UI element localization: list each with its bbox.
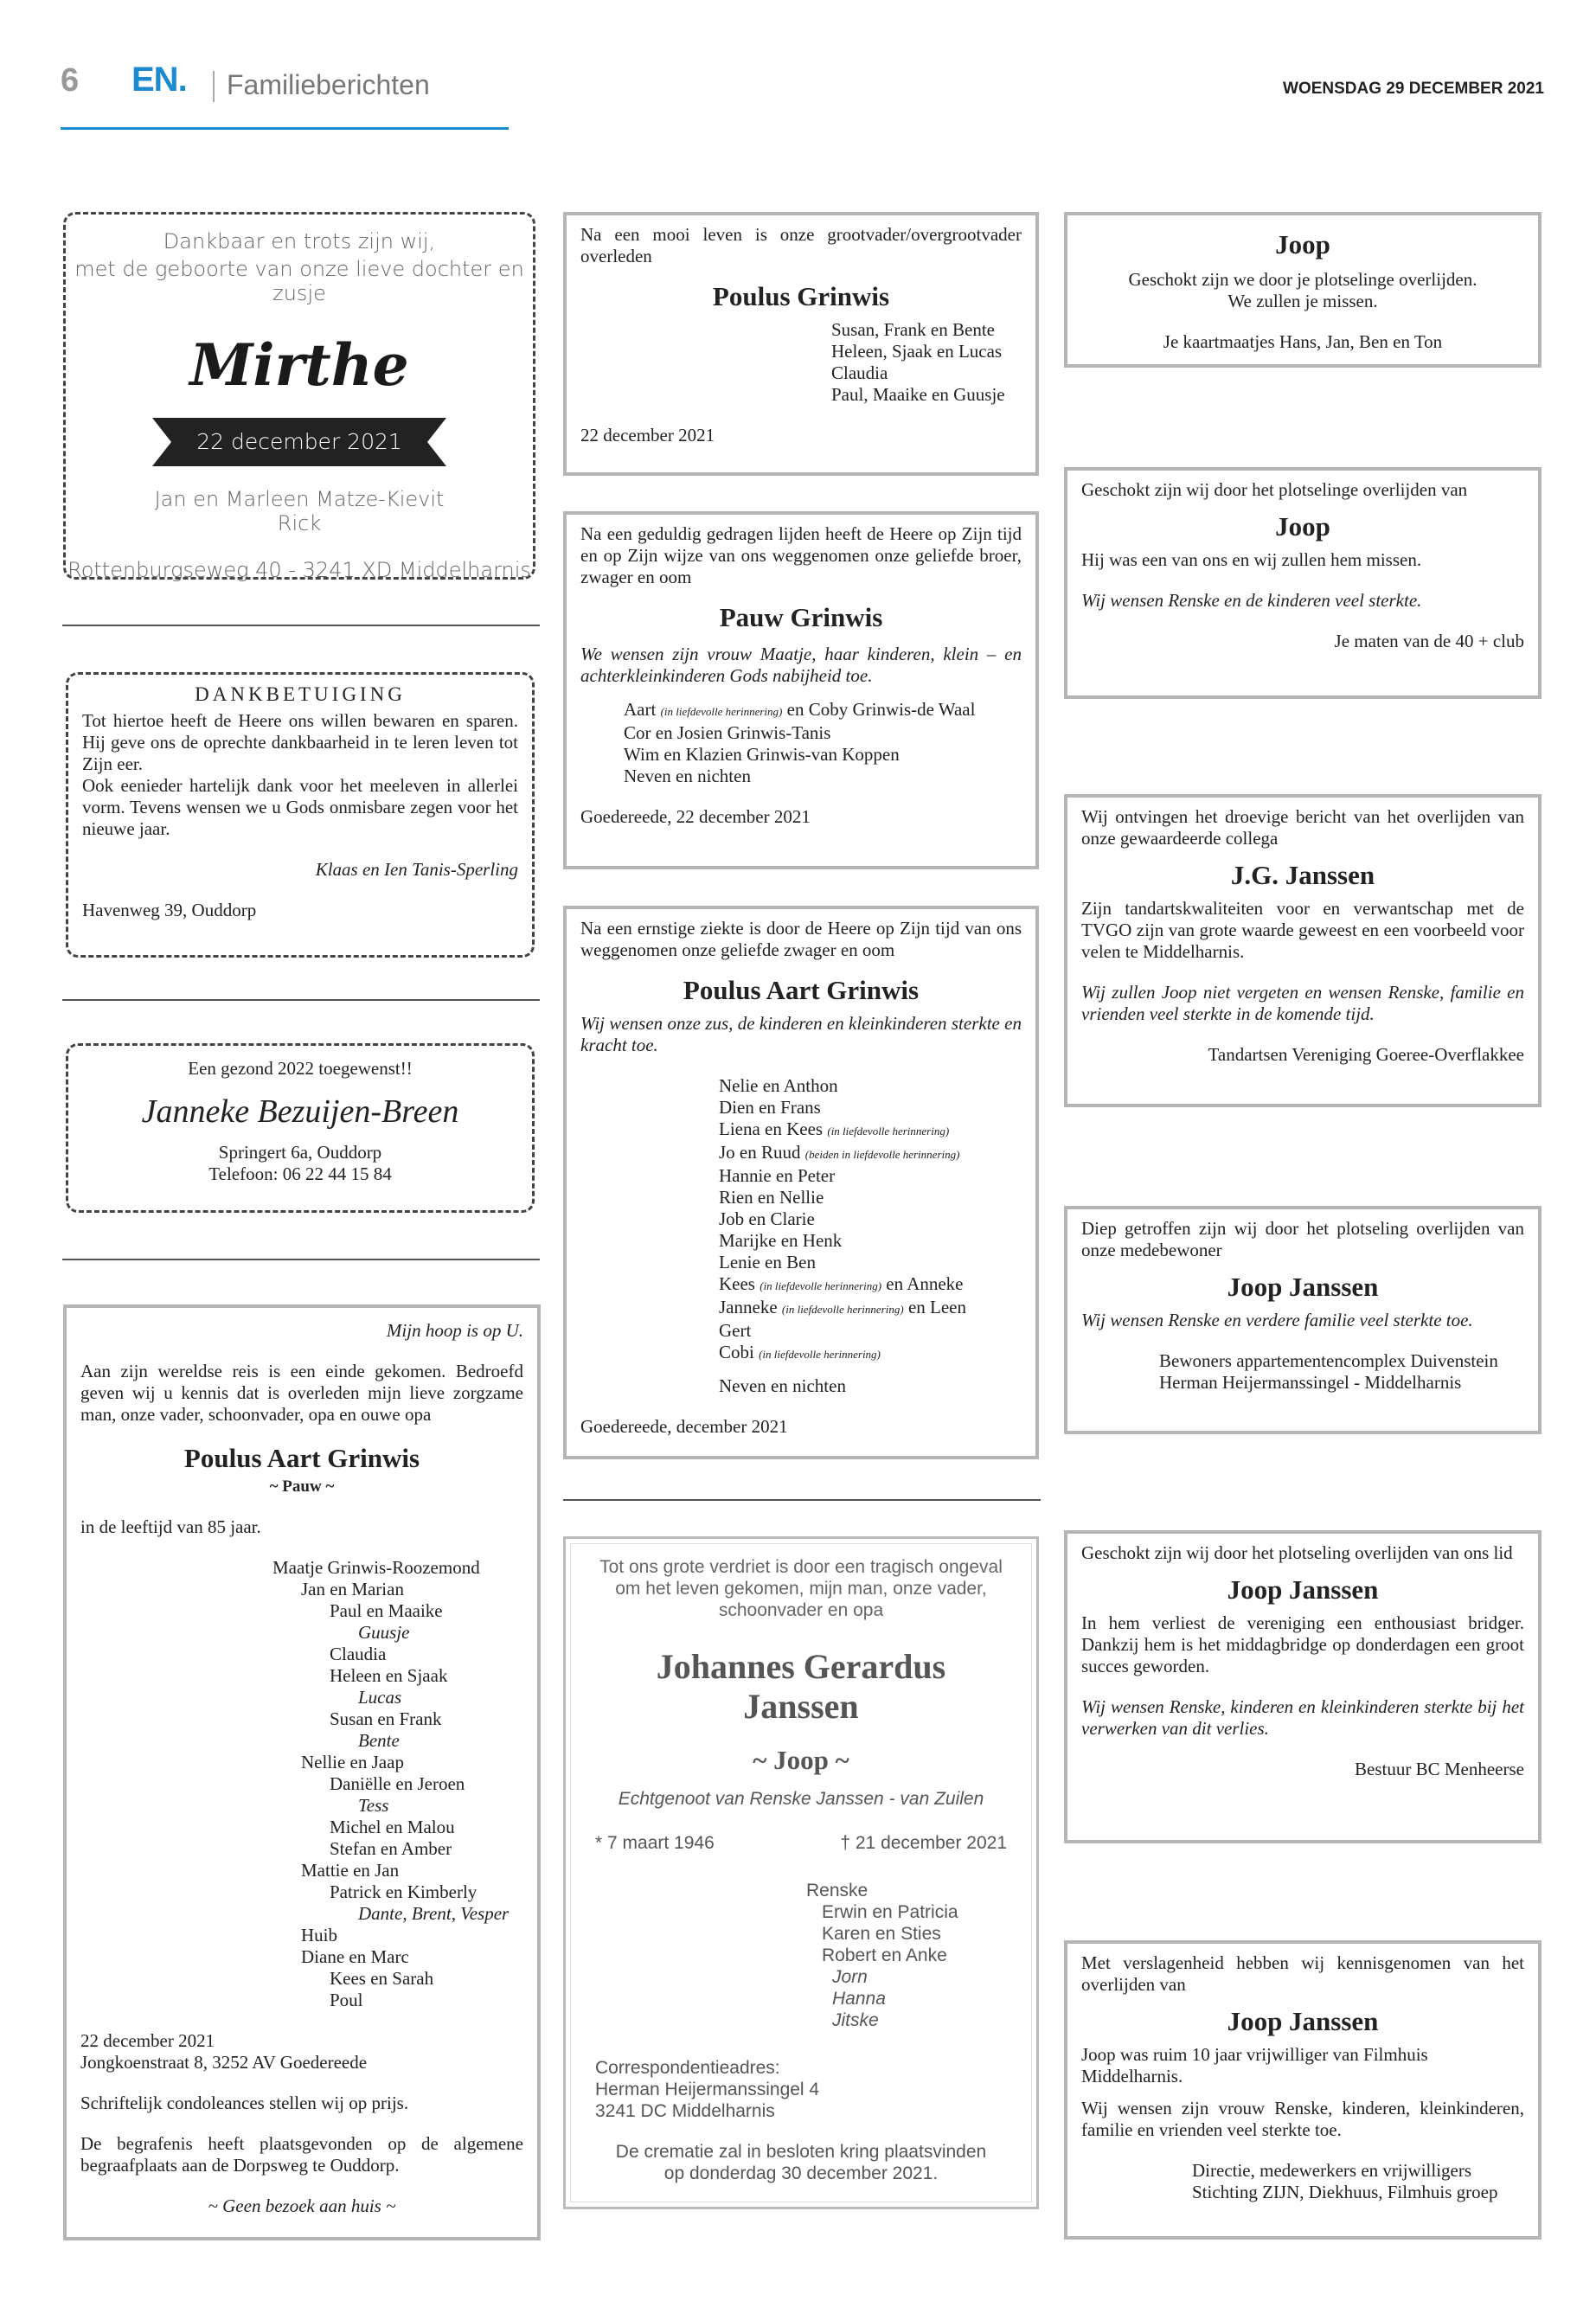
greeting-phone: Telefoon: 06 22 44 15 84: [208, 1163, 392, 1184]
obituary-date: 22 december 2021: [580, 425, 715, 445]
family-member: Renske: [806, 1881, 869, 1900]
column-divider: [62, 999, 540, 1001]
banner-notch-left: [152, 418, 171, 466]
family-name: Cobi: [719, 1342, 754, 1362]
condolence-intro: Wij ontvingen het droevige bericht van het overlijden van onze gewaardeerde collega: [1081, 806, 1524, 849]
obituary-death-date: † 21 december 2021: [840, 1833, 1007, 1853]
family-member: Kees en Sarah: [330, 1968, 434, 1989]
condolence-wish: Wij wensen Renske en verdere familie veel sterkte toe.: [1081, 1310, 1473, 1330]
condolence-signature: Stichting ZIJN, Diekhuus, Filmhuis groep: [1192, 2182, 1498, 2202]
obituary-family-list: [580, 1880, 1022, 2031]
birth-sibling: Rick: [277, 511, 322, 535]
family-name: Janneke: [719, 1297, 778, 1317]
family-member: Heleen, Sjaak en Lucas: [831, 341, 1003, 362]
obituary-place-date: Goedereede, 22 december 2021: [580, 806, 811, 827]
birth-intro-line2: met de geboorte van onze lieve dochter en zusje: [74, 257, 524, 305]
family-member: Dante, Brent, Vesper: [358, 1903, 510, 1924]
family-member: Heleen en Sjaak: [330, 1665, 448, 1686]
condolence-deceased-name: Joop: [1275, 511, 1330, 542]
family-member: Hanna: [832, 1989, 886, 2009]
family-member: Nelie en Anthon: [719, 1075, 838, 1096]
condolence-signature: Herman Heijermanssingel - Middelharnis: [1159, 1372, 1462, 1393]
condolence-joop-janssen-bridge: [1064, 1530, 1542, 1843]
condolence-text: Geschokt zijn we door je plotselinge overlijden.: [1128, 269, 1477, 290]
condolence-intro: Diep getroffen zijn wij door het plotseling overlijden van onze medebewoner: [1081, 1218, 1524, 1260]
dankbetuiging-signature: Klaas en Ien Tanis-Sperling: [315, 859, 518, 880]
family-name: Aart: [624, 699, 657, 720]
dankbetuiging-title: DANKBETUIGING: [195, 683, 406, 705]
condolence-signature: Je kaartmaatjes Hans, Jan, Ben en Ton: [1163, 331, 1443, 352]
family-name: Liena en Kees: [719, 1118, 824, 1139]
condolence-deceased-name: J.G. Janssen: [1230, 860, 1375, 890]
obituary-funeral: De begrafenis heeft plaatsgevonden op de algemene begraafplaats aan de Dorpsweg te Ouddorp.: [80, 2133, 523, 2176]
family-member: Karen en Sties: [822, 1924, 941, 1944]
obituary-closing: ~ Geen bezoek aan huis ~: [208, 2195, 396, 2216]
family-member: Gert: [719, 1320, 752, 1341]
family-member: Susan en Frank: [330, 1708, 442, 1729]
family-member: Erwin en Patricia: [822, 1902, 958, 1922]
dankbetuiging-text1: Tot hiertoe heeft de Heere ons willen bewaren en sparen. Hij geve ons de oprechte dankbaarheid in te leren leven tot Zijn eer.: [82, 710, 518, 774]
family-member: Lenie en Ben: [719, 1252, 816, 1272]
family-name: en Anneke: [886, 1273, 964, 1294]
family-member: Dien en Frans: [719, 1097, 821, 1118]
family-member: Rien en Nellie: [719, 1187, 824, 1208]
family-member: Lucas: [358, 1687, 402, 1708]
condolence-deceased-name: Joop Janssen: [1227, 1272, 1379, 1302]
family-member: Hannie en Peter: [719, 1165, 836, 1186]
obituary-pauw-grinwis: [563, 511, 1039, 869]
family-member: Stefan en Amber: [330, 1838, 452, 1859]
obituary-intro: Na een ernstige ziekte is door de Heere op Zijn tijd van ons weggenomen onze geliefde zwager en oom: [580, 918, 1022, 960]
family-member: Robert en Anke: [822, 1945, 947, 1965]
birth-intro-line1: Dankbaar en trots zijn wij,: [163, 229, 436, 253]
condolence-text: We zullen je missen.: [1227, 291, 1378, 311]
condolence-signature: Directie, medewerkers en vrijwilligers: [1192, 2160, 1472, 2181]
family-member: Michel en Malou: [330, 1817, 455, 1837]
obituary-family-list: [580, 1075, 1022, 1397]
condolence-signature: Je maten van de 40 + club: [1334, 631, 1524, 651]
condolence-deceased-name: Joop: [1275, 229, 1330, 260]
family-member: Maatje Grinwis-Roozemond: [272, 1557, 480, 1578]
birth-parents: Jan en Marleen Matze-Kievit: [154, 487, 445, 511]
family-member: Nellie en Jaap: [301, 1752, 404, 1772]
family-member: [719, 1142, 1022, 1165]
obituary-motto: Mijn hoop is op U.: [386, 1320, 523, 1341]
condolence-joop-kaartmaatjes: [1064, 212, 1542, 368]
memorial-note: (in liefdevolle herinnering): [781, 1303, 904, 1316]
family-member: Daniëlle en Jeroen: [330, 1773, 465, 1794]
condolence-deceased-name: Joop Janssen: [1227, 2006, 1379, 2036]
family-member: Cor en Josien Grinwis-Tanis: [624, 722, 831, 743]
obituary-birth-date: * 7 maart 1946: [595, 1833, 715, 1853]
family-member: Paul en Maaike: [330, 1600, 443, 1621]
obituary-address: Jongkoenstraat 8, 3252 AV Goedereede: [80, 2052, 368, 2073]
family-member: Patrick en Kimberly: [330, 1881, 478, 1902]
obituary-johannes-gerardus-janssen: [563, 1536, 1039, 2209]
obituary-poulus-aart-grinwis-inlaws: [563, 906, 1039, 1459]
column-divider: [62, 1259, 540, 1260]
obituary-nickname: ~ Joop ~: [753, 1745, 849, 1775]
memorial-note: (beiden in liefdevolle herinnering): [804, 1148, 960, 1161]
family-member: Paul, Maaike en Guusje: [831, 384, 1005, 405]
family-member: Jan en Marian: [301, 1579, 404, 1599]
header-underline: [61, 127, 509, 130]
obituary-intro: Na een geduldig gedragen lijden heeft de Heere op Zijn tijd en op Zijn wijze van ons weggenomen onze geliefde broer, zwager en oom: [580, 523, 1022, 587]
family-member: Mattie en Jan: [301, 1860, 400, 1881]
condolence-text: Zijn tandartskwaliteiten voor en verwantschap met de TVGO zijn van grote waarde geweest en een voorbeeld voor velen te Middelharnis.: [1081, 898, 1524, 962]
obituary-deceased-name-line1: Johannes Gerardus: [656, 1647, 946, 1686]
obituary-family-list: [580, 699, 1022, 787]
condolence-wish: Wij zullen Joop niet vergeten en wensen Renske, familie en vrienden veel sterkte in de komende tijd.: [1081, 982, 1524, 1024]
family-member: Neven en nichten: [624, 766, 751, 786]
family-member: Neven en nichten: [719, 1375, 846, 1396]
condolence-text: In hem verliest de vereniging een enthousiast bridger. Dankzij hem is het middagbridge op donderdagen een groot succes geworden.: [1081, 1612, 1524, 1676]
condolence-joop-janssen-filmhuis: [1064, 1940, 1542, 2240]
family-member: [719, 1118, 1022, 1142]
family-member: Tess: [358, 1795, 389, 1816]
obituary-wish: We wensen zijn vrouw Maatje, haar kinderen, klein – en achterkleinkinderen Gods nabijheid toe.: [580, 644, 1022, 686]
correspondence-label: Correspondentieadres:: [595, 2058, 780, 2078]
family-member: [624, 699, 1022, 722]
memorial-note: (in liefdevolle herinnering): [827, 1125, 950, 1138]
family-member: [719, 1342, 1022, 1365]
condolence-wish: Wij wensen Renske en de kinderen veel sterkte.: [1081, 590, 1422, 611]
obituary-date: 22 december 2021: [80, 2030, 215, 2051]
condolence-intro: Met verslagenheid hebben wij kennisgenomen van het overlijden van: [1081, 1952, 1524, 1995]
birth-date: 22 december 2021: [196, 429, 402, 454]
obituary-wish: Wij wensen onze zus, de kinderen en kleinkinderen sterkte en kracht toe.: [580, 1013, 1022, 1055]
family-member: Claudia: [831, 362, 888, 383]
obituary-age: in de leeftijd van 85 jaar.: [80, 1516, 261, 1537]
correspondence-city: 3241 DC Middelharnis: [595, 2101, 775, 2121]
memorial-note: (in liefdevolle herinnering): [759, 1348, 881, 1361]
memorial-note: (in liefdevolle herinnering): [760, 1279, 882, 1292]
greeting-name: Janneke Bezuijen-Breen: [141, 1093, 459, 1130]
family-member: [719, 1273, 1022, 1297]
condolence-wish: Wij wensen Renske, kinderen en kleinkinderen sterkte bij het verwerken van dit verlies.: [1081, 1696, 1524, 1739]
condolence-deceased-name: Joop Janssen: [1227, 1574, 1379, 1605]
greeting-line: Een gezond 2022 toegewenst!!: [188, 1058, 413, 1079]
family-member: Claudia: [330, 1644, 387, 1664]
section-title: Familieberichten: [227, 69, 430, 100]
birth-address: Rottenburgseweg 40 - 3241 XD Middelharnis: [67, 558, 531, 582]
issue-date: WOENSDAG 29 DECEMBER 2021: [1283, 80, 1544, 98]
family-member: Marijke en Henk: [719, 1230, 843, 1251]
condolence-intro: Geschokt zijn wij door het plotseling overlijden van ons lid: [1081, 1542, 1513, 1563]
family-member: Susan, Frank en Bente: [831, 319, 995, 340]
obituary-deceased-name: Pauw Grinwis: [719, 602, 883, 632]
birth-announcement-mirthe: [63, 212, 535, 580]
obituary-deceased-name: Poulus Aart Grinwis: [183, 1443, 420, 1473]
condolence-signature: Bestuur BC Menheerse: [1355, 1759, 1524, 1779]
memorial-note: (in liefdevolle herinnering): [660, 705, 783, 718]
correspondence-street: Herman Heijermanssingel 4: [595, 2080, 820, 2099]
greeting-janneke: [66, 1043, 535, 1213]
birth-date-banner: [171, 418, 427, 466]
obituary-condolences: Schriftelijk condoleances stellen wij op prijs.: [80, 2093, 409, 2113]
family-member: Jitske: [832, 2010, 879, 2030]
obituary-nickname: ~ Pauw ~: [269, 1477, 335, 1496]
column-divider: [62, 625, 540, 626]
obituary-family-list: [580, 319, 1022, 406]
family-member: Bente: [358, 1730, 400, 1751]
obituary-intro: Na een mooi leven is onze grootvader/overgrootvader overleden: [580, 224, 1022, 266]
condolence-intro: Geschokt zijn wij door het plotselinge overlijden van: [1081, 479, 1468, 500]
condolence-wish: Wij wensen zijn vrouw Renske, kinderen, kleinkinderen, familie en vrienden veel sterkte toe.: [1081, 2098, 1524, 2140]
family-member: Wim en Klazien Grinwis-van Koppen: [624, 744, 900, 765]
condolence-signature: Tandartsen Vereniging Goeree-Overflakkee: [1208, 1044, 1524, 1065]
condolence-text: Joop was ruim 10 jaar vrijwilliger van Filmhuis Middelharnis.: [1081, 2044, 1428, 2086]
family-member: Poul: [330, 1990, 363, 2010]
condolence-joop-janssen-bewoners: [1064, 1206, 1542, 1434]
family-member: Huib: [301, 1925, 337, 1945]
condolence-jg-janssen-tandartsen: [1064, 794, 1542, 1107]
newspaper-logo: EN.: [131, 61, 187, 99]
family-name: en Leen: [907, 1297, 966, 1317]
family-member: [719, 1297, 1022, 1320]
banner-notch-right: [427, 418, 446, 466]
family-name: en Coby Grinwis-de Waal: [786, 699, 976, 720]
obituary-poulus-grinwis-grandchildren: [563, 212, 1039, 476]
obituary-poulus-aart-grinwis-main: [63, 1304, 541, 2240]
family-member: Diane en Marc: [301, 1946, 409, 1967]
condolence-signature: Bewoners appartementencomplex Duivenstein: [1159, 1350, 1498, 1371]
obituary-deceased-name: Poulus Aart Grinwis: [683, 975, 920, 1005]
obituary-intro: Aan zijn wereldse reis is een einde gekomen. Bedroefd geven wij u kennis dat is overleden mijn lieve zorgzame man, onze vader, schoonvader, opa en ouwe opa: [80, 1361, 523, 1425]
family-name: Kees: [719, 1273, 755, 1294]
condolence-text: Hij was een van ons en wij zullen hem missen.: [1081, 549, 1422, 570]
dankbetuiging-text2: Ook eenieder hartelijk dank voor het meeleven in allerlei vorm. Tevens wensen we u Gods onmisbare zegen voor het nieuwe jaar.: [82, 775, 518, 839]
baby-name: Mirthe: [189, 331, 409, 399]
obituary-deceased-name-line2: Janssen: [743, 1687, 859, 1726]
obituary-family-list: [80, 1557, 523, 2011]
header-divider: [213, 71, 215, 102]
obituary-deceased-name: Poulus Grinwis: [712, 281, 890, 311]
column-divider: [563, 1499, 1041, 1501]
family-name: Jo en Ruud: [719, 1142, 801, 1163]
family-member: Jorn: [832, 1967, 868, 1987]
cremation-notice: De crematie zal in besloten kring plaatsvinden op donderdag 30 december 2021.: [615, 2142, 987, 2183]
page-number: 6: [61, 62, 80, 99]
obituary-intro: Tot ons grote verdriet is door een tragisch ongeval om het leven gekomen, mijn man, onze vader, schoonvader en opa: [599, 1557, 1003, 1620]
obituary-spouse: Echtgenoot van Renske Janssen - van Zuilen: [618, 1789, 984, 1809]
greeting-address: Springert 6a, Ouddorp: [218, 1142, 382, 1163]
obituary-place-date: Goedereede, december 2021: [580, 1416, 788, 1437]
condolence-joop-40-club: [1064, 467, 1542, 699]
dankbetuiging-notice: [66, 672, 535, 958]
family-member: Guusje: [358, 1622, 410, 1643]
dankbetuiging-address: Havenweg 39, Ouddorp: [82, 900, 257, 920]
family-member: Job en Clarie: [719, 1208, 815, 1229]
